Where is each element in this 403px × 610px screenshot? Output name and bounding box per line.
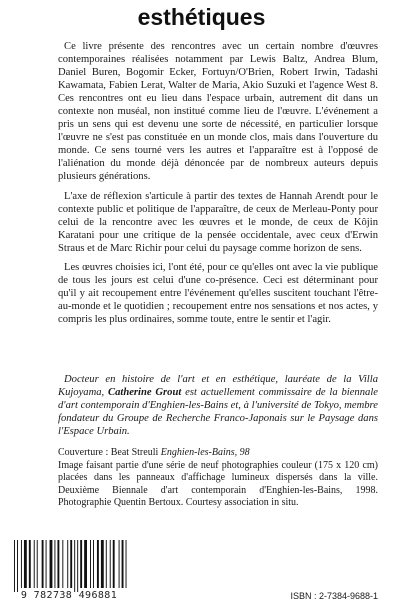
author-bio bbox=[58, 373, 378, 438]
barcode-bar bbox=[106, 540, 107, 588]
barcode-bar bbox=[46, 540, 47, 588]
bio-rest: est actuellement commissaire de la biennale d'art contemporain d'Enghien-les-Bains et, à l'université de Tokyo, membre fondateur du Groupe de Recherche Franco-Japonais sur le Paysage dans l'Espace Urbain. bbox=[58, 387, 378, 438]
barcode bbox=[8, 540, 130, 602]
barcode-bar bbox=[122, 540, 124, 588]
cover-credit-description: Image faisant partie d'une série de neuf photographies couleur (175 x 120 cm) placées dans les panneaux d'affichage lumineux dispersés dans la ville. Deuxième Biennale d'art contemporain d'Enghien-les-Bains, 1998. Photographie Quentin Bertoux. Courtesy association in situ. bbox=[58, 460, 378, 509]
barcode-bar bbox=[42, 540, 44, 588]
back-cover-text bbox=[58, 40, 378, 326]
barcode-bar bbox=[14, 540, 15, 592]
cover-credit bbox=[58, 447, 378, 459]
barcode-digits: 9 782738 496881 bbox=[20, 590, 118, 601]
barcode-bar bbox=[77, 540, 78, 592]
barcode-bar bbox=[34, 540, 35, 588]
page-title: esthétiques bbox=[137, 4, 266, 30]
barcode-bar bbox=[126, 540, 127, 588]
barcode-icon bbox=[8, 540, 130, 592]
barcode-bar bbox=[119, 540, 120, 588]
paragraph-intro: Ce livre présente des rencontres avec un certain nombre d'œuvres contemporaines réalisées notamment par Lewis Baltz, Andrea Blum, Daniel Buren, Bogomir Ecker, Fortuyn/O'Brien, Robert Irwin, Tadashi Kawamata, Fabien Lerat, Walter de Maria, Akio Suzuki et l'agence West 8. Ces rencontres ont eu lieu dans l'espace urbain, autrement dit dans un contexte non muséal, non institué comme lieu de l'œuvre. L'événement a pris un sens qui est devenu une sorte de nécessité, en particulier lorsque l'œuvre ne s'est pas constituée en un monde clos, mais dans l'ouverture du monde. Ce sens tourné vers les autres et l'apparaître est à l'opposé de l'aliénation du monde déjà dénoncée par de nombreux auteurs depuis plusieurs générations. bbox=[58, 41, 378, 183]
barcode-bar bbox=[17, 540, 18, 592]
barcode-bar bbox=[50, 540, 53, 588]
barcode-bar bbox=[90, 540, 91, 588]
barcode-bar bbox=[57, 540, 59, 588]
cover-credit-label: Couverture : Beat Streuli bbox=[58, 447, 161, 458]
barcode-bar bbox=[21, 540, 22, 588]
cover-credit-work: Enghien-les-Bains, 98 bbox=[160, 447, 250, 458]
barcode-bar bbox=[93, 540, 94, 588]
barcode-bar bbox=[74, 540, 75, 592]
barcode-bar bbox=[97, 540, 99, 588]
barcode-bar bbox=[101, 540, 104, 588]
paragraph-works: Les œuvres choisies ici, l'ont été, pour ce qu'elles ont avec la vie publique de tous les jours est celui d'une co-présence. Ceci est déterminant pour qu'il y ait recoupement entre l'événement qu'elles suscitent touchant l'être-au-monde et le quotidien ; recoupement entre nos sensations et nos actes, y compris les plus ordinaires, somme toute, entre le sentir et l'agir. bbox=[58, 261, 378, 325]
barcode-bar bbox=[110, 540, 111, 588]
barcode-bar bbox=[24, 540, 27, 588]
barcode-bar bbox=[54, 540, 55, 588]
barcode-bar bbox=[29, 540, 31, 588]
barcode-bar bbox=[113, 540, 115, 588]
author-name: Catherine Grout bbox=[108, 387, 182, 399]
isbn: ISBN : 2-7384-9688-1 bbox=[290, 591, 378, 601]
barcode-bar bbox=[84, 540, 87, 588]
barcode-bar bbox=[70, 540, 72, 588]
barcode-bar bbox=[37, 540, 38, 588]
barcode-bar bbox=[80, 540, 82, 588]
paragraph-references: L'axe de réflexion s'articule à partir des textes de Hannah Arendt pour le contexte public et politique de l'apparaître, de ceux de Merleau-Ponty pour celui de la rencontre avec les œuvres et le monde, de ceux de Kôjin Karatani pour une critique de la pensée occidentale, avec ceux d'Erwin Straus et de Marc Richir pour celui du paysage comme horizon de sens. bbox=[58, 190, 378, 254]
barcode-bar bbox=[62, 540, 63, 588]
bio-intro: Docteur en histoire de l'art et en esthétique, lauréate de la Villa Kujoyama, bbox=[58, 374, 378, 399]
barcode-bar bbox=[67, 540, 68, 588]
